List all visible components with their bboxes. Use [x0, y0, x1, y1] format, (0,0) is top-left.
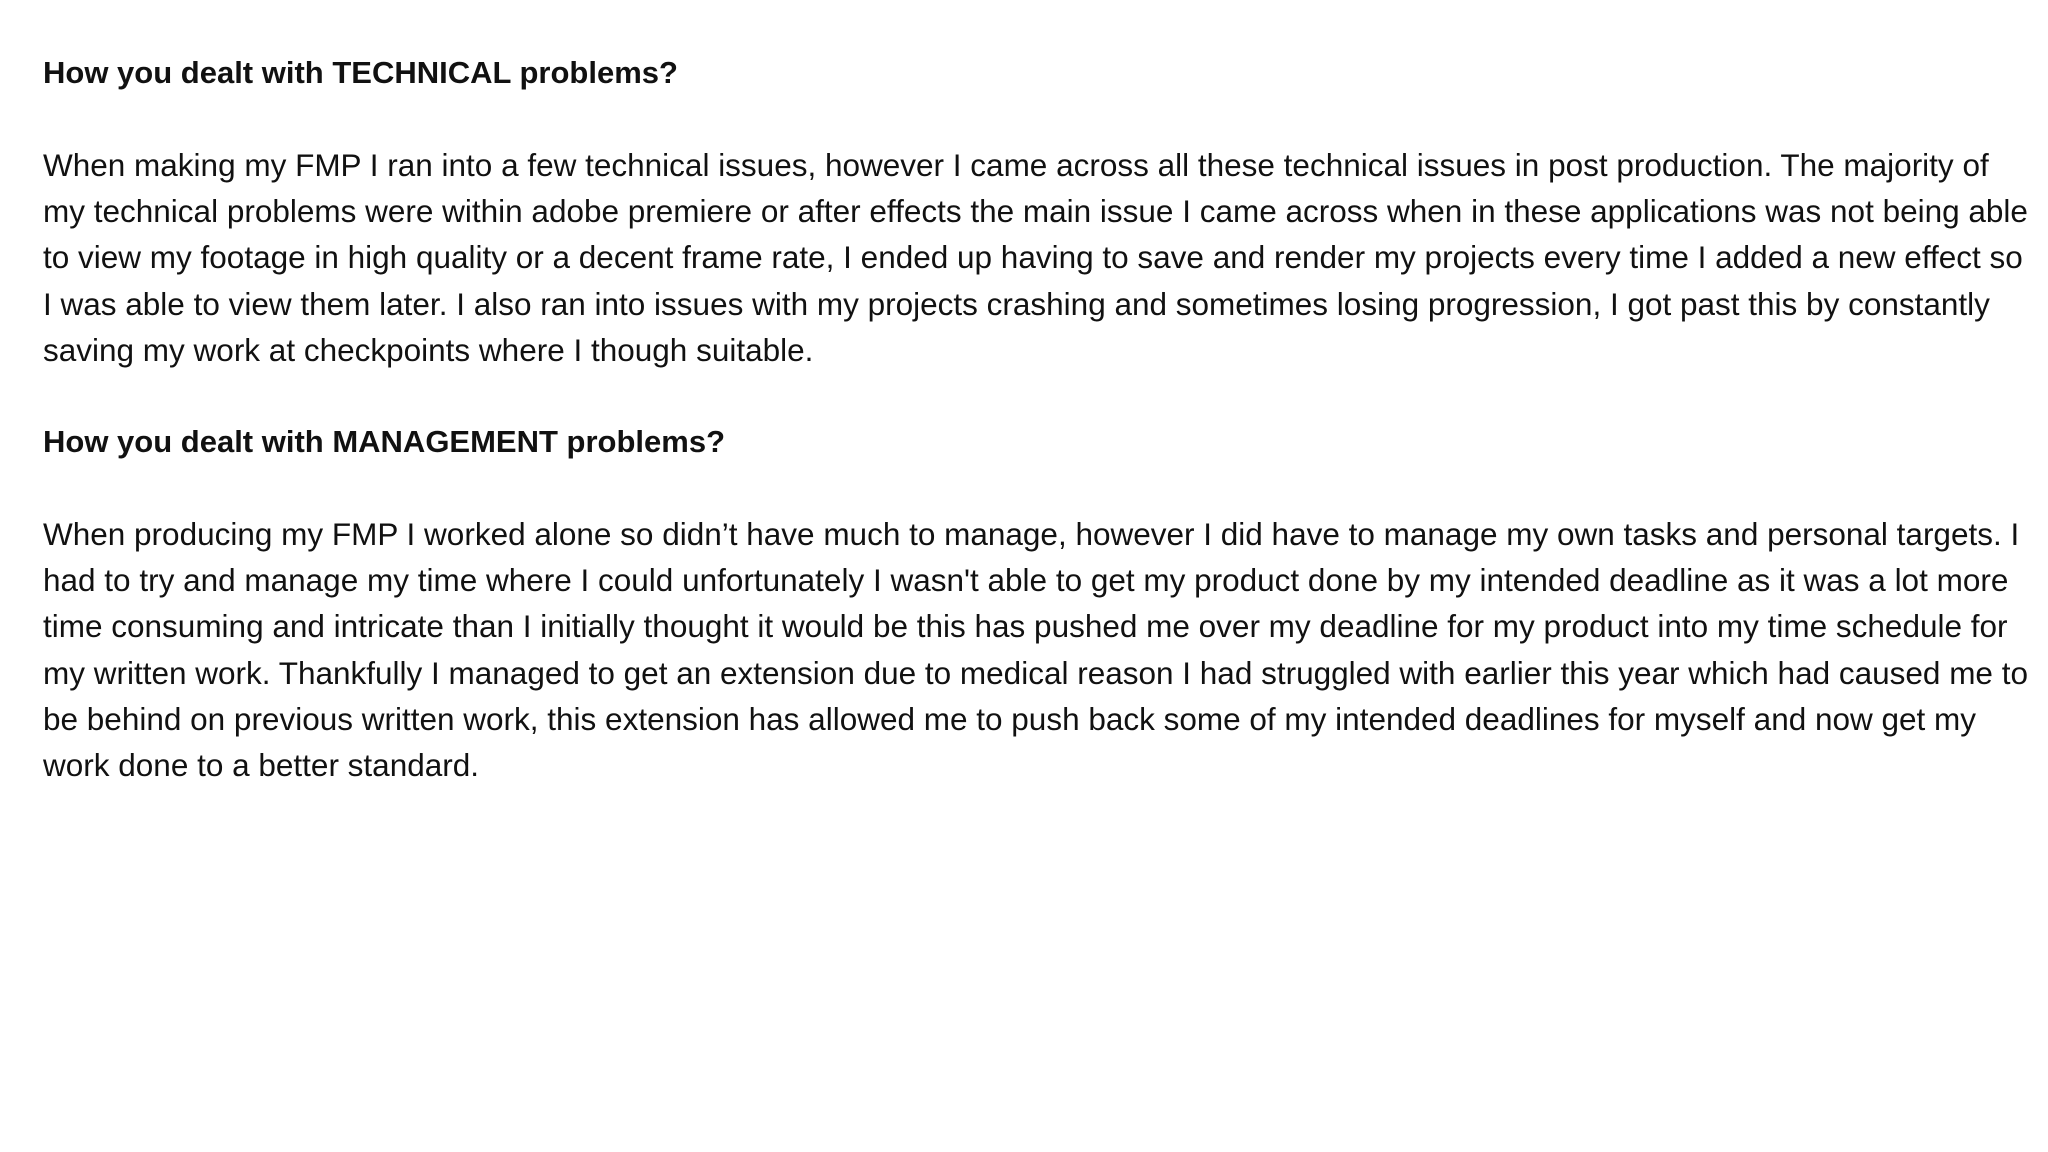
management-heading: How you dealt with MANAGEMENT problems? — [43, 424, 726, 460]
management-paragraph: When producing my FMP I worked alone so didn’t have much to manage, however I did have to manage my own tasks and personal targets. I had to try and manage my time where I could unfortunately I wasn't able to get my product done by my intended deadline as it was a lot more time consuming and intricate than I initially thought it would be this has pushed me over my deadline for my product into my time schedule for my written work. Thankfully I managed to get an extension due to medical reason I had struggled with earlier this year which had caused me to be behind on previous written work, this extension has allowed me to push back some of my intended deadlines for myself and now get my work done to a better standard. — [43, 516, 2028, 784]
technical-paragraph: When making my FMP I ran into a few technical issues, however I came across all these technical issues in post production. The majority of my technical problems were within adobe premiere or after effects the main issue I came across when in these applications was not being able to view my footage in high quality or a decent frame rate, I ended up having to save and render my projects every time I added a new effect so I was able to view them later. I also ran into issues with my projects crashing and sometimes losing progression, I got past this by constantly saving my work at checkpoints where I though suitable. — [43, 147, 2028, 368]
technical-heading: How you dealt with TECHNICAL problems? — [43, 55, 678, 90]
document-content — [43, 50, 2033, 834]
